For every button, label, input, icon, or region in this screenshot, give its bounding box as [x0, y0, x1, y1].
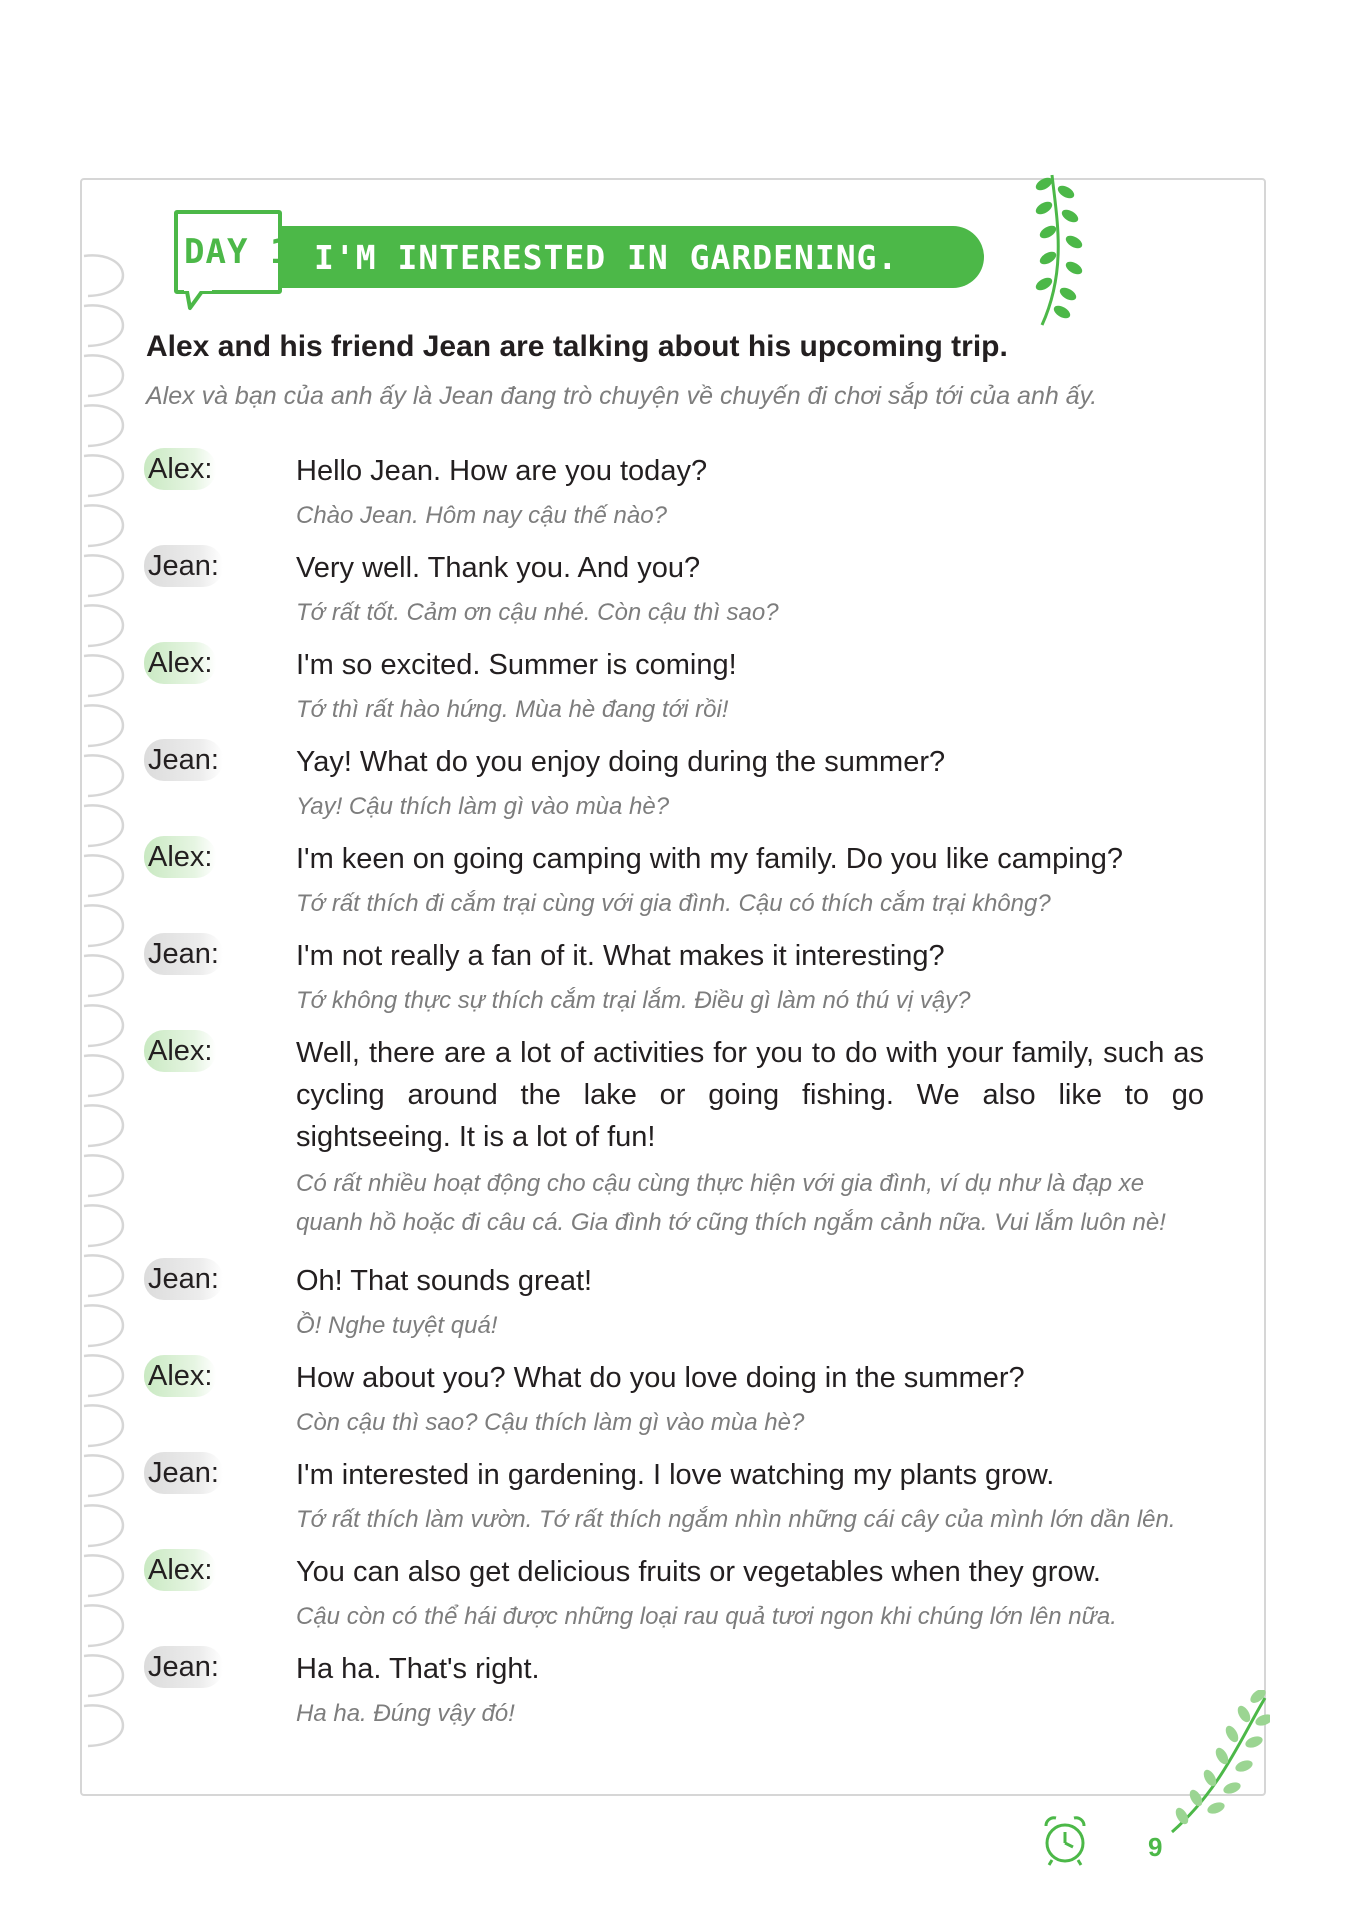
- binder-rings: [60, 250, 150, 1740]
- speaker-label: Alex:: [144, 1030, 216, 1072]
- speaker-label: Jean:: [144, 933, 223, 975]
- binder-ring: [78, 650, 140, 700]
- line-vietnamese: Còn cậu thì sao? Cậu thích làm gì vào mùa hè?: [296, 1409, 805, 1436]
- line-vietnamese: Tớ không thực sự thích cắm trại lắm. Điều gì làm nó thú vị vậy?: [296, 987, 971, 1014]
- line-vietnamese: Tớ thì rất hào hứng. Mùa hè đang tới rồi!: [296, 696, 729, 723]
- line-english: I'm not really a fan of it. What makes it interesting?: [296, 940, 945, 972]
- binder-ring: [78, 1500, 140, 1550]
- day-badge: [174, 210, 292, 294]
- speaker-label: Alex:: [144, 1355, 216, 1397]
- binder-ring: [78, 1400, 140, 1450]
- binder-ring: [78, 900, 140, 950]
- alarm-clock-icon: [1040, 1812, 1090, 1868]
- line-english: Yay! What do you enjoy doing during the summer?: [296, 746, 946, 778]
- binder-ring: [78, 1300, 140, 1350]
- title-banner: [282, 226, 984, 288]
- binder-ring: [78, 300, 140, 350]
- intro-vietnamese: Alex và bạn của anh ấy là Jean đang trò chuyện về chuyến đi chơi sắp tới của anh ấy.: [146, 382, 1098, 410]
- leaf-branch-icon: [1022, 170, 1092, 330]
- binder-ring: [78, 1600, 140, 1650]
- speech-bubble-icon: [184, 286, 214, 312]
- speaker-label: Alex:: [144, 1549, 216, 1591]
- speaker-label: Alex:: [144, 642, 216, 684]
- binder-ring: [78, 1000, 140, 1050]
- binder-ring: [78, 750, 140, 800]
- line-vietnamese: Chào Jean. Hôm nay cậu thế nào?: [296, 502, 667, 529]
- line-vietnamese: Ồ! Nghe tuyệt quá!: [296, 1312, 498, 1339]
- binder-ring: [78, 850, 140, 900]
- binder-ring: [78, 700, 140, 750]
- speaker-label: Alex:: [144, 836, 216, 878]
- line-english: Very well. Thank you. And you?: [296, 552, 701, 584]
- binder-ring: [78, 1250, 140, 1300]
- speaker-label: Jean:: [144, 1646, 223, 1688]
- binder-ring: [78, 550, 140, 600]
- line-vietnamese: Yay! Cậu thích làm gì vào mùa hè?: [296, 793, 670, 820]
- line-vietnamese: Tớ rất thích làm vườn. Tớ rất thích ngắm nhìn những cái cây của mình lớn dần lên.: [296, 1506, 1176, 1533]
- speaker-label: Jean:: [144, 1452, 223, 1494]
- binder-ring: [78, 1050, 140, 1100]
- binder-ring: [78, 1450, 140, 1500]
- line-english: Ha ha. That's right.: [296, 1653, 540, 1685]
- line-english: I'm keen on going camping with my family. Do you like camping?: [296, 843, 1124, 875]
- speaker-label: Jean:: [144, 739, 223, 781]
- intro-english: Alex and his friend Jean are talking about his upcoming trip.: [146, 330, 1008, 363]
- binder-ring: [78, 1200, 140, 1250]
- line-english: Oh! That sounds great!: [296, 1265, 593, 1297]
- binder-ring: [78, 1650, 140, 1700]
- line-vietnamese: Có rất nhiều hoạt động cho cậu cùng thực hiện với gia đình, ví dụ như là đạp xe quanh hồ hoặc đi câu cá. Gia đình tớ cũng thích ngắm cảnh nữa. Vui lắm luôn nè!: [296, 1170, 1166, 1236]
- binder-ring: [78, 1100, 140, 1150]
- line-english: I'm so excited. Summer is coming!: [296, 649, 737, 681]
- line-english: You can also get delicious fruits or vegetables when they grow.: [296, 1556, 1101, 1588]
- binder-ring: [78, 400, 140, 450]
- binder-ring: [78, 800, 140, 850]
- binder-ring: [78, 1550, 140, 1600]
- binder-ring: [78, 950, 140, 1000]
- speaker-label: Alex:: [144, 448, 216, 490]
- line-english: Well, there are a lot of activities for you to do with your family, such as cycling around the lake or going fishing. We also like to go sightseeing. It is a lot of fun!: [296, 1037, 1204, 1153]
- speaker-label: Jean:: [144, 545, 223, 587]
- binder-ring: [78, 450, 140, 500]
- binder-ring: [78, 350, 140, 400]
- line-vietnamese: Tớ rất thích đi cắm trại cùng với gia đình. Cậu có thích cắm trại không?: [296, 890, 1051, 917]
- binder-ring: [78, 500, 140, 550]
- line-english: I'm interested in gardening. I love watching my plants grow.: [296, 1459, 1055, 1491]
- line-vietnamese: Cậu còn có thể hái được những loại rau quả tươi ngon khi chúng lớn lên nữa.: [296, 1603, 1117, 1630]
- day-label: DAY 1: [184, 232, 292, 272]
- binder-ring: [78, 1700, 140, 1750]
- line-vietnamese: Ha ha. Đúng vậy đó!: [296, 1700, 515, 1727]
- line-vietnamese: Tớ rất tốt. Cảm ơn cậu nhé. Còn cậu thì sao?: [296, 599, 779, 626]
- page-number: 9: [1148, 1832, 1163, 1862]
- line-english: How about you? What do you love doing in the summer?: [296, 1362, 1025, 1394]
- binder-ring: [78, 1150, 140, 1200]
- page-title: I'M INTERESTED IN GARDENING.: [314, 238, 899, 277]
- binder-ring: [78, 250, 140, 300]
- binder-ring: [78, 600, 140, 650]
- binder-ring: [78, 1350, 140, 1400]
- speaker-label: Jean:: [144, 1258, 223, 1300]
- line-english: Hello Jean. How are you today?: [296, 455, 708, 487]
